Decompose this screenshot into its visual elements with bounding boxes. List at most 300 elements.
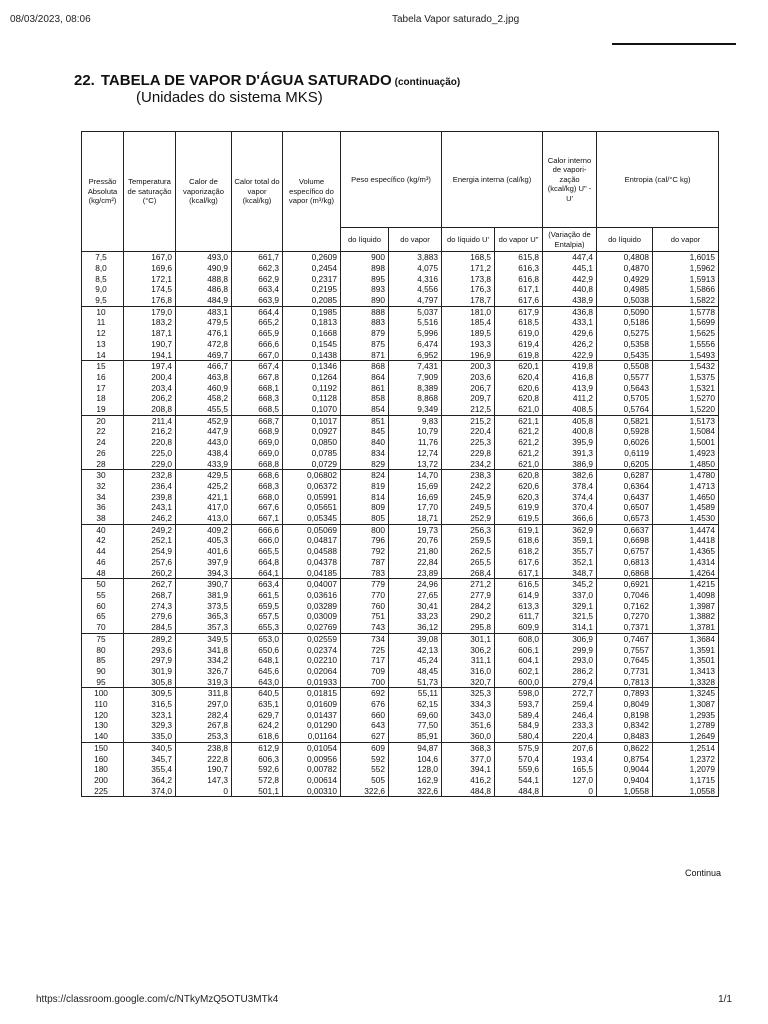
table-cell: 238,3: [442, 470, 495, 481]
table-cell: 321,5: [543, 611, 597, 622]
table-cell: 620,1: [495, 361, 543, 372]
table-cell: 311,8: [176, 688, 232, 699]
table-cell: 779: [341, 579, 389, 590]
table-cell: 580,4: [495, 731, 543, 742]
table-cell: 0,6813: [597, 557, 653, 568]
table-cell: 0,06372: [283, 481, 341, 492]
table-cell: 1,4264: [653, 568, 719, 579]
table-cell: 858: [341, 393, 389, 404]
table-row: [82, 328, 719, 339]
table-cell: 851: [341, 415, 389, 426]
table-cell: 559,6: [495, 764, 543, 775]
table-cell: 598,0: [495, 688, 543, 699]
table-cell: 809: [341, 502, 389, 513]
table-cell: 249,5: [442, 502, 495, 513]
table-cell: 130: [82, 720, 124, 731]
table-cell: 0,2195: [283, 284, 341, 295]
table-cell: 127,0: [543, 775, 597, 786]
table-cell: 0,02210: [283, 655, 341, 666]
table-cell: 879: [341, 328, 389, 339]
table-cell: 661,5: [232, 590, 283, 601]
table-cell: 619,4: [495, 339, 543, 350]
table-cell: 9,5: [82, 295, 124, 306]
table-cell: 22,84: [389, 557, 442, 568]
table-cell: 800: [341, 524, 389, 535]
table-cell: 643,0: [232, 677, 283, 688]
table-cell: 173,8: [442, 274, 495, 285]
table-cell: 18: [82, 393, 124, 404]
table-cell: 397,9: [176, 557, 232, 568]
table-cell: 572,8: [232, 775, 283, 786]
table-cell: 216,2: [124, 426, 176, 437]
table-cell: 552: [341, 764, 389, 775]
table-cell: 760: [341, 601, 389, 612]
table-cell: 39,08: [389, 633, 442, 644]
table-row: [82, 742, 719, 753]
table-cell: 0,8198: [597, 710, 653, 721]
table-cell: 0,00614: [283, 775, 341, 786]
table-cell: 422,9: [543, 350, 597, 361]
table-row: [82, 579, 719, 590]
table-cell: 323,1: [124, 710, 176, 721]
table-row: [82, 448, 719, 459]
table-cell: 1,4780: [653, 470, 719, 481]
table-cell: 0,5643: [597, 383, 653, 394]
table-cell: 1,3591: [653, 645, 719, 656]
table-cell: 334,3: [442, 699, 495, 710]
table-cell: 0,5928: [597, 426, 653, 437]
table-cell: 466,7: [176, 361, 232, 372]
table-cell: 900: [341, 252, 389, 263]
table-cell: 160: [82, 754, 124, 765]
table-cell: 242,2: [442, 481, 495, 492]
table-cell: 314,1: [543, 622, 597, 633]
table-cell: 1,5699: [653, 317, 719, 328]
table-cell: 100: [82, 688, 124, 699]
table-cell: 618,6: [232, 731, 283, 742]
table-cell: 544,1: [495, 775, 543, 786]
table-cell: 657,5: [232, 611, 283, 622]
table-cell: 416,2: [442, 775, 495, 786]
table-cell: 337,0: [543, 590, 597, 601]
table-cell: 614,9: [495, 590, 543, 601]
table-cell: 194,1: [124, 350, 176, 361]
table-cell: 0,6573: [597, 513, 653, 524]
table-cell: 257,6: [124, 557, 176, 568]
table-cell: 150: [82, 742, 124, 753]
table-cell: 640,5: [232, 688, 283, 699]
table-cell: 417,0: [176, 502, 232, 513]
table-cell: 669,0: [232, 437, 283, 448]
table-cell: 0,2454: [283, 263, 341, 274]
table-cell: 621,0: [495, 404, 543, 415]
table-cell: 284,2: [442, 601, 495, 612]
table-cell: 208,8: [124, 404, 176, 415]
table-cell: 262,5: [442, 546, 495, 557]
table-cell: 1,5913: [653, 274, 719, 285]
table-cell: 629,7: [232, 710, 283, 721]
table-row: [82, 415, 719, 426]
table-cell: 246,2: [124, 513, 176, 524]
table-cell: 615,8: [495, 252, 543, 263]
table-cell: 4,556: [389, 284, 442, 295]
table-cell: 895: [341, 274, 389, 285]
table-cell: 829: [341, 459, 389, 470]
table-cell: 233,3: [543, 720, 597, 731]
table-cell: 1,1715: [653, 775, 719, 786]
table-cell: 316,5: [124, 699, 176, 710]
table-cell: 620,8: [495, 470, 543, 481]
table-cell: 42,13: [389, 645, 442, 656]
table-cell: 232,8: [124, 470, 176, 481]
table-cell: 0,5186: [597, 317, 653, 328]
table-cell: 246,4: [543, 710, 597, 721]
table-cell: 320,7: [442, 677, 495, 688]
table-cell: 40: [82, 524, 124, 535]
table-cell: 606,1: [495, 645, 543, 656]
table-cell: 14: [82, 350, 124, 361]
table-cell: 667,0: [232, 350, 283, 361]
print-page-number: 1/1: [718, 994, 732, 1005]
table-cell: 0,5038: [597, 295, 653, 306]
table-cell: 619,5: [495, 513, 543, 524]
subcol-weight-vapor: do vapor: [389, 228, 442, 252]
table-cell: 254,9: [124, 546, 176, 557]
table-cell: 0,1668: [283, 328, 341, 339]
table-cell: 0,4808: [597, 252, 653, 263]
table-cell: 190,7: [176, 764, 232, 775]
table-cell: 620,4: [495, 372, 543, 383]
subcol-energy-liquid: do líquido U': [442, 228, 495, 252]
table-cell: 359,1: [543, 535, 597, 546]
table-cell: 22: [82, 426, 124, 437]
table-cell: 0,1070: [283, 404, 341, 415]
table-cell: 1,4650: [653, 492, 719, 503]
table-cell: 460,9: [176, 383, 232, 394]
table-cell: 176,8: [124, 295, 176, 306]
table-cell: 501,1: [232, 786, 283, 797]
table-cell: 613,3: [495, 601, 543, 612]
table-cell: 443,0: [176, 437, 232, 448]
table-cell: 483,1: [176, 306, 232, 317]
table-cell: 23,89: [389, 568, 442, 579]
table-cell: 10,79: [389, 426, 442, 437]
table-cell: 271,2: [442, 579, 495, 590]
table-cell: 421,1: [176, 492, 232, 503]
table-cell: 619,8: [495, 350, 543, 361]
table-cell: 0,1017: [283, 415, 341, 426]
table-cell: 1,5962: [653, 263, 719, 274]
table-cell: 824: [341, 470, 389, 481]
table-cell: 0,6364: [597, 481, 653, 492]
table-cell: 751: [341, 611, 389, 622]
table-cell: 162,9: [389, 775, 442, 786]
table-cell: 447,4: [543, 252, 597, 263]
table-cell: 616,8: [495, 274, 543, 285]
table-cell: 0,8049: [597, 699, 653, 710]
table-cell: 608,0: [495, 633, 543, 644]
table-cell: 21,80: [389, 546, 442, 557]
table-row: [82, 513, 719, 524]
table-cell: 668,5: [232, 404, 283, 415]
table-cell: 13: [82, 339, 124, 350]
table-cell: 0,1128: [283, 393, 341, 404]
table-row: [82, 437, 719, 448]
table-cell: 0,5435: [597, 350, 653, 361]
table-cell: 0,1264: [283, 372, 341, 383]
col-total-heat: Calor total do vapor (kcal/kg): [232, 132, 283, 252]
table-cell: 0,7813: [597, 677, 653, 688]
table-cell: 0,6698: [597, 535, 653, 546]
subcol-entropy-liquid: do líquido: [597, 228, 653, 252]
table-cell: 1,0558: [653, 786, 719, 797]
table-cell: 293,6: [124, 645, 176, 656]
table-cell: 1,4418: [653, 535, 719, 546]
table-cell: 297,0: [176, 699, 232, 710]
table-cell: 0,6437: [597, 492, 653, 503]
table-cell: 0,5358: [597, 339, 653, 350]
table-cell: 206,7: [442, 383, 495, 394]
table-cell: 0,2085: [283, 295, 341, 306]
table-cell: 0,02559: [283, 633, 341, 644]
table-title: TABELA DE VAPOR D'ÁGUA SATURADO: [100, 72, 392, 89]
table-cell: 200,3: [442, 361, 495, 372]
table-cell: 11: [82, 317, 124, 328]
table-row: [82, 306, 719, 317]
table-cell: 94,87: [389, 742, 442, 753]
table-cell: 617,6: [495, 557, 543, 568]
table-cell: 1,2649: [653, 731, 719, 742]
table-cell: 0,04007: [283, 579, 341, 590]
table-cell: 445,1: [543, 263, 597, 274]
table-cell: 627: [341, 731, 389, 742]
table-cell: 207,6: [543, 742, 597, 753]
table-cell: 319,3: [176, 677, 232, 688]
table-cell: 668,8: [232, 459, 283, 470]
print-date: 08/03/2023, 08:06: [10, 14, 91, 25]
table-cell: 0,6119: [597, 448, 653, 459]
table-cell: 0,05345: [283, 513, 341, 524]
table-cell: 787: [341, 557, 389, 568]
table-cell: 69,60: [389, 710, 442, 721]
table-cell: 0,0927: [283, 426, 341, 437]
table-cell: 0,7731: [597, 666, 653, 677]
table-cell: 277,9: [442, 590, 495, 601]
table-cell: 666,6: [232, 524, 283, 535]
subcol-entropy-vapor: do vapor: [653, 228, 719, 252]
table-cell: 1,5432: [653, 361, 719, 372]
table-cell: 604,1: [495, 655, 543, 666]
table-cell: 174,5: [124, 284, 176, 295]
table-cell: 664,1: [232, 568, 283, 579]
table-cell: 624,2: [232, 720, 283, 731]
table-cell: 95: [82, 677, 124, 688]
table-cell: 203,6: [442, 372, 495, 383]
table-cell: 0,03009: [283, 611, 341, 622]
table-cell: 295,8: [442, 622, 495, 633]
table-cell: 0,1813: [283, 317, 341, 328]
table-cell: 386,9: [543, 459, 597, 470]
table-cell: 618,6: [495, 535, 543, 546]
table-cell: 329,1: [543, 601, 597, 612]
table-row: [82, 404, 719, 415]
table-cell: 620,8: [495, 393, 543, 404]
table-cell: 390,7: [176, 579, 232, 590]
table-row: [82, 252, 719, 263]
table-cell: 1,4474: [653, 524, 719, 535]
table-cell: 436,8: [543, 306, 597, 317]
table-cell: 1,5270: [653, 393, 719, 404]
table-cell: 26: [82, 448, 124, 459]
table-cell: 419,8: [543, 361, 597, 372]
table-cell: 1,3684: [653, 633, 719, 644]
table-cell: 360,0: [442, 731, 495, 742]
table-cell: 0,2317: [283, 274, 341, 285]
table-cell: 128,0: [389, 764, 442, 775]
table-cell: 700: [341, 677, 389, 688]
table-cell: 458,2: [176, 393, 232, 404]
table-cell: 365,3: [176, 611, 232, 622]
table-cell: 1,0558: [597, 786, 653, 797]
table-cell: 7,5: [82, 252, 124, 263]
table-cell: 24,96: [389, 579, 442, 590]
table-cell: 265,5: [442, 557, 495, 568]
table-cell: 405,3: [176, 535, 232, 546]
table-cell: 36,12: [389, 622, 442, 633]
table-cell: 172,1: [124, 274, 176, 285]
table-cell: 249,2: [124, 524, 176, 535]
table-cell: 0,6868: [597, 568, 653, 579]
table-cell: 664,4: [232, 306, 283, 317]
table-cell: 306,2: [442, 645, 495, 656]
table-cell: 391,3: [543, 448, 597, 459]
table-cell: 17,70: [389, 502, 442, 513]
table-cell: 1,3245: [653, 688, 719, 699]
table-cell: 366,6: [543, 513, 597, 524]
table-cell: 0,8754: [597, 754, 653, 765]
table-cell: 30: [82, 470, 124, 481]
table-cell: 875: [341, 339, 389, 350]
table-cell: 147,3: [176, 775, 232, 786]
table-cell: 45,24: [389, 655, 442, 666]
table-cell: 187,1: [124, 328, 176, 339]
table-cell: 617,9: [495, 306, 543, 317]
col-latent-heat: Calor de vaporização (kcal/kg): [176, 132, 232, 252]
table-row: [82, 720, 719, 731]
table-cell: 493,0: [176, 252, 232, 263]
table-cell: 619,9: [495, 502, 543, 513]
table-cell: 27,65: [389, 590, 442, 601]
table-cell: 0,5090: [597, 306, 653, 317]
steam-table: [81, 131, 719, 797]
table-cell: 299,9: [543, 645, 597, 656]
table-cell: 505: [341, 775, 389, 786]
table-cell: 611,7: [495, 611, 543, 622]
table-cell: 668,9: [232, 426, 283, 437]
table-cell: 252,1: [124, 535, 176, 546]
table-cell: 819: [341, 481, 389, 492]
table-row: [82, 786, 719, 797]
table-cell: 0,7162: [597, 601, 653, 612]
table-cell: 1,2079: [653, 764, 719, 775]
table-cell: 193,4: [543, 754, 597, 765]
table-cell: 335,0: [124, 731, 176, 742]
table-cell: 180: [82, 764, 124, 775]
table-row: [82, 699, 719, 710]
table-cell: 1,5556: [653, 339, 719, 350]
table-cell: 602,1: [495, 666, 543, 677]
table-cell: 409,2: [176, 524, 232, 535]
table-cell: 200: [82, 775, 124, 786]
table-cell: 8,389: [389, 383, 442, 394]
table-cell: 490,9: [176, 263, 232, 274]
table-cell: 0,7270: [597, 611, 653, 622]
table-cell: 792: [341, 546, 389, 557]
table-cell: 28: [82, 459, 124, 470]
table-cell: 1,3882: [653, 611, 719, 622]
table-row: [82, 633, 719, 644]
table-cell: 1,5822: [653, 295, 719, 306]
table-cell: 442,9: [543, 274, 597, 285]
table-cell: 272,7: [543, 688, 597, 699]
table-cell: 1,4215: [653, 579, 719, 590]
table-row: [82, 274, 719, 285]
table-cell: 259,5: [442, 535, 495, 546]
table-cell: 433,9: [176, 459, 232, 470]
table-cell: 289,2: [124, 633, 176, 644]
table-cell: 484,8: [442, 786, 495, 797]
table-cell: 297,9: [124, 655, 176, 666]
table-cell: 368,3: [442, 742, 495, 753]
table-cell: 1,5493: [653, 350, 719, 361]
table-row: [82, 350, 719, 361]
table-cell: 0,04378: [283, 557, 341, 568]
table-cell: 0,01815: [283, 688, 341, 699]
table-cell: 19,73: [389, 524, 442, 535]
table-cell: 381,9: [176, 590, 232, 601]
table-row: [82, 492, 719, 503]
table-cell: 621,0: [495, 459, 543, 470]
page-title: [74, 72, 460, 90]
table-cell: 382,6: [543, 470, 597, 481]
table-cell: 425,2: [176, 481, 232, 492]
table-cell: 0,5577: [597, 372, 653, 383]
table-cell: 252,9: [442, 513, 495, 524]
table-cell: 484,8: [495, 786, 543, 797]
table-cell: 176,3: [442, 284, 495, 295]
table-cell: 0,4985: [597, 284, 653, 295]
table-cell: 179,0: [124, 306, 176, 317]
table-cell: 663,4: [232, 579, 283, 590]
table-cell: 618,2: [495, 546, 543, 557]
table-cell: 1,3501: [653, 655, 719, 666]
table-cell: 665,9: [232, 328, 283, 339]
table-cell: 4,075: [389, 263, 442, 274]
table-cell: 1,4850: [653, 459, 719, 470]
table-cell: 871: [341, 350, 389, 361]
table-cell: 341,8: [176, 645, 232, 656]
table-cell: 667,8: [232, 372, 283, 383]
table-cell: 0,2609: [283, 252, 341, 263]
table-cell: 0,5508: [597, 361, 653, 372]
table-cell: 0,8483: [597, 731, 653, 742]
table-cell: 357,3: [176, 622, 232, 633]
table-cell: 476,1: [176, 328, 232, 339]
table-cell: 426,2: [543, 339, 597, 350]
col-temperature: Temperatura de saturação (°C): [124, 132, 176, 252]
table-cell: 352,1: [543, 557, 597, 568]
table-cell: 238,8: [176, 742, 232, 753]
